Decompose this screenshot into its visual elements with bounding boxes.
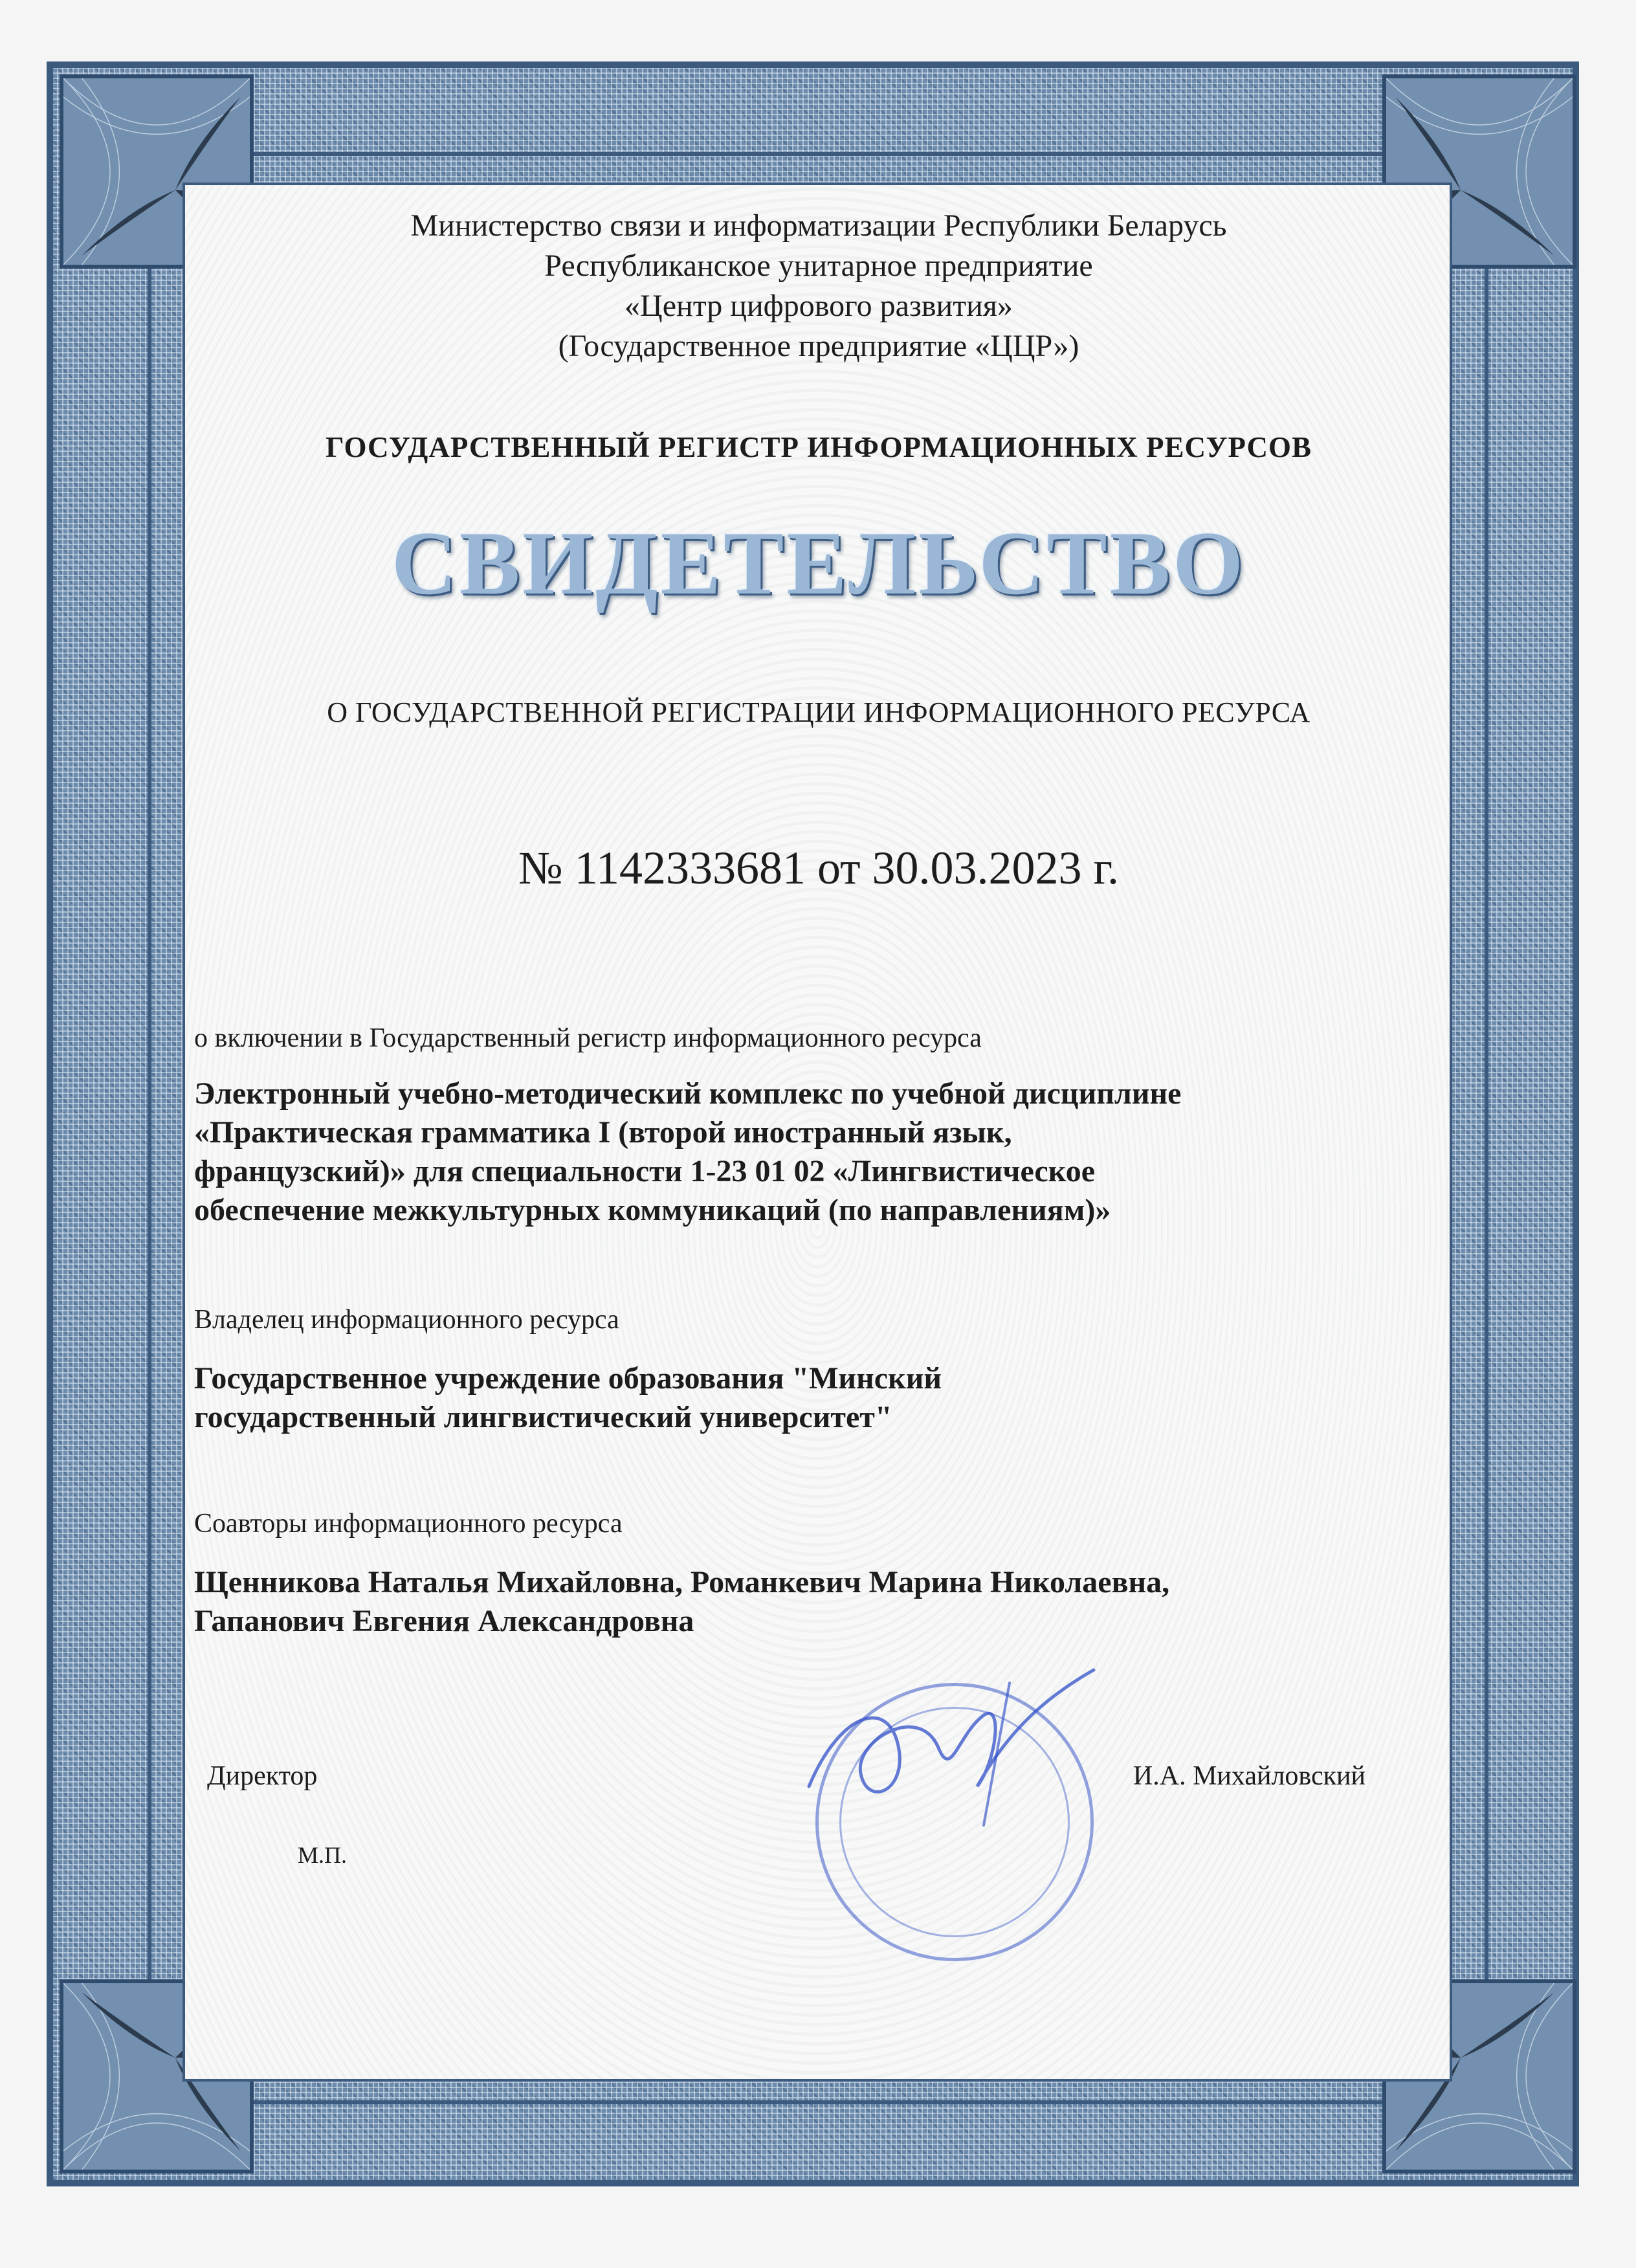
header-line-1: Министерство связи и информатизации Республики Беларусь [410,208,1227,243]
resource-name [194,1074,1443,1230]
header-line-4: (Государственное предприятие «ЦЦР») [558,329,1079,363]
coauthors-line: Гапанович Евгения Александровна [194,1604,694,1638]
owner-label: Владелец информационного ресурса [194,1305,619,1335]
registry-title: ГОСУДАРСТВЕННЫЙ РЕГИСТР ИНФОРМАЦИОННЫХ РЕСУРСОВ [325,431,1312,463]
resource-line: обеспечение межкультурных коммуникаций (по направлениям)» [194,1193,1111,1227]
inclusion-label: о включении в Государственный регистр информационного ресурса [194,1023,982,1053]
certificate-title: СВИДЕТЕЛЬСТВО [391,513,1246,614]
owner-name [194,1359,1443,1437]
header-line-2: Республиканское унитарное предприятие [544,249,1093,283]
resource-line: французский)» для специальности 1-23 01 02 «Лингвистическое [194,1154,1096,1188]
seal-place: М.П. [298,1842,348,1868]
coauthors-label: Соавторы информационного ресурса [194,1509,623,1539]
header-line-3: «Центр цифрового развития» [625,289,1013,323]
coauthors-line: Щенникова Наталья Михайловна, Романкевич Марина Николаевна, [194,1565,1170,1599]
director-position: Директор [207,1761,318,1791]
resource-line: «Практическая грамматика I (второй иностранный язык, [194,1115,1012,1150]
coauthors-names [194,1563,1443,1641]
owner-line: Государственное учреждение образования "Минский [194,1361,942,1395]
certificate-number: № 1142333681 от 30.03.2023 г. [518,842,1119,894]
ministry-header [194,206,1443,366]
director-name: И.А. Михайловский [1133,1761,1365,1791]
owner-line: государственный лингвистический университет" [194,1400,892,1434]
director-signature [790,1657,1126,1851]
certificate-subtitle: О ГОСУДАРСТВЕННОЙ РЕГИСТРАЦИИ ИНФОРМАЦИОННОГО РЕСУРСА [327,696,1310,728]
resource-line: Электронный учебно-методический комплекс по учебной дисциплине [194,1076,1182,1111]
